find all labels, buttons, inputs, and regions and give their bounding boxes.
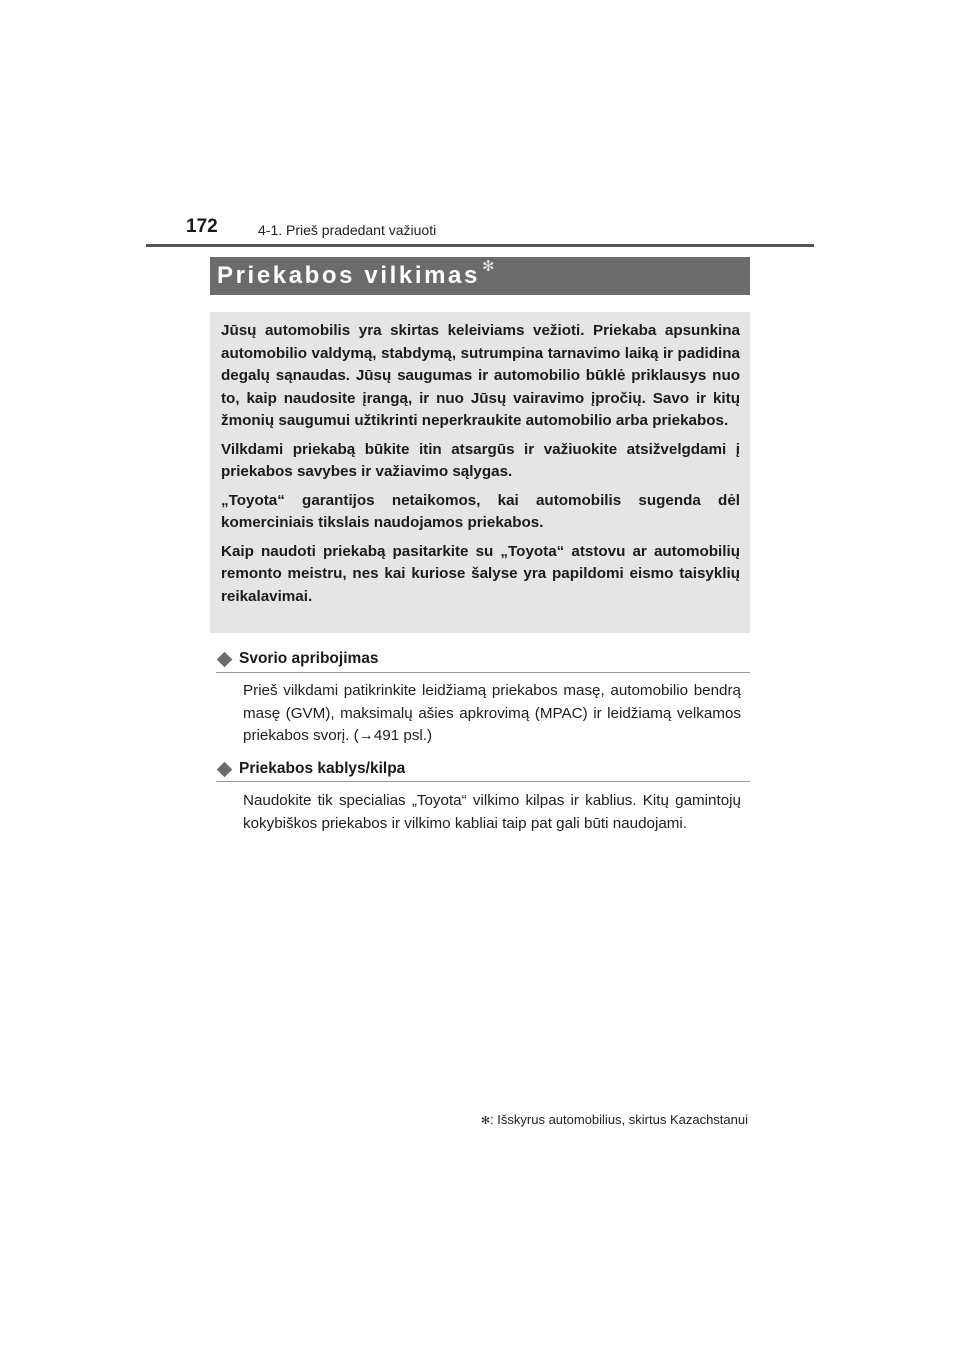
page-number: 172 — [186, 216, 218, 237]
title-bar — [210, 257, 750, 295]
section-heading — [216, 650, 379, 668]
section-path: 4-1. Prieš pradedant važiuoti — [258, 222, 437, 238]
section-rule — [216, 672, 750, 673]
diamond-bullet-icon — [217, 651, 233, 667]
intro-paragraph: Vilkdami priekabą būkite itin atsargūs ir važiuokite atsižvelgdami į priekabos savybes ir važiavimo sąlygas. — [221, 440, 740, 480]
header-rule — [146, 244, 814, 247]
title-footnote-mark: ✻ — [481, 258, 495, 275]
footnote — [481, 1112, 748, 1127]
section-rule — [216, 781, 750, 782]
section-heading-label: Svorio apribojimas — [239, 650, 379, 667]
intro-paragraph: „Toyota“ garantijos netaikomos, kai automobilis sugenda dėl komerciniais tikslais naudojamos priekabos. — [221, 491, 740, 531]
page-title: Priekabos vilkimas — [217, 262, 480, 289]
section-body: Naudokite tik specialias „Toyota“ vilkimo kilpas ir kablius. Kitų gamintojų kokybiškos priekabos ir vilkimo kabliai taip pat gali būti naudojami. — [243, 792, 741, 832]
footnote-text: : Išskyrus automobilius, skirtus Kazachstanui — [490, 1112, 748, 1127]
section-heading-label: Priekabos kablys/kilpa — [239, 760, 406, 777]
intro-box — [210, 312, 750, 633]
intro-paragraph: Kaip naudoti priekabą pasitarkite su „Toyota“ atstovu ar automobilių remonto meistru, nes kai kuriose šalyse yra papildomi eismo taisyklių reikalavimai. — [221, 542, 740, 605]
footnote-mark: ✻ — [480, 1115, 491, 1127]
section-heading — [216, 760, 405, 778]
section-body: Prieš vilkdami patikrinkite leidžiamą priekabos masę, automobilio bendrą masę (GVM), maksimalų ašies apkrovimą (MPAC) ir leidžiamą velkamos priekabos svorį. (→491 psl.) — [243, 682, 741, 745]
intro-paragraph: Jūsų automobilis yra skirtas keleiviams vežioti. Priekaba apsunkina automobilio valdymą, stabdymą, sutrumpina tarnavimo laiką ir padidina degalų sąnaudas. Jūsų saugumas ir automobilio būklė priklausys nuo to, kaip naudosite įrangą, ir nuo Jūsų vairavimo įpročių. Savo ir kitų žmonių saugumui užtikrinti neperkraukite automobilio arba priekabos. — [221, 322, 740, 429]
diamond-bullet-icon — [217, 761, 233, 777]
